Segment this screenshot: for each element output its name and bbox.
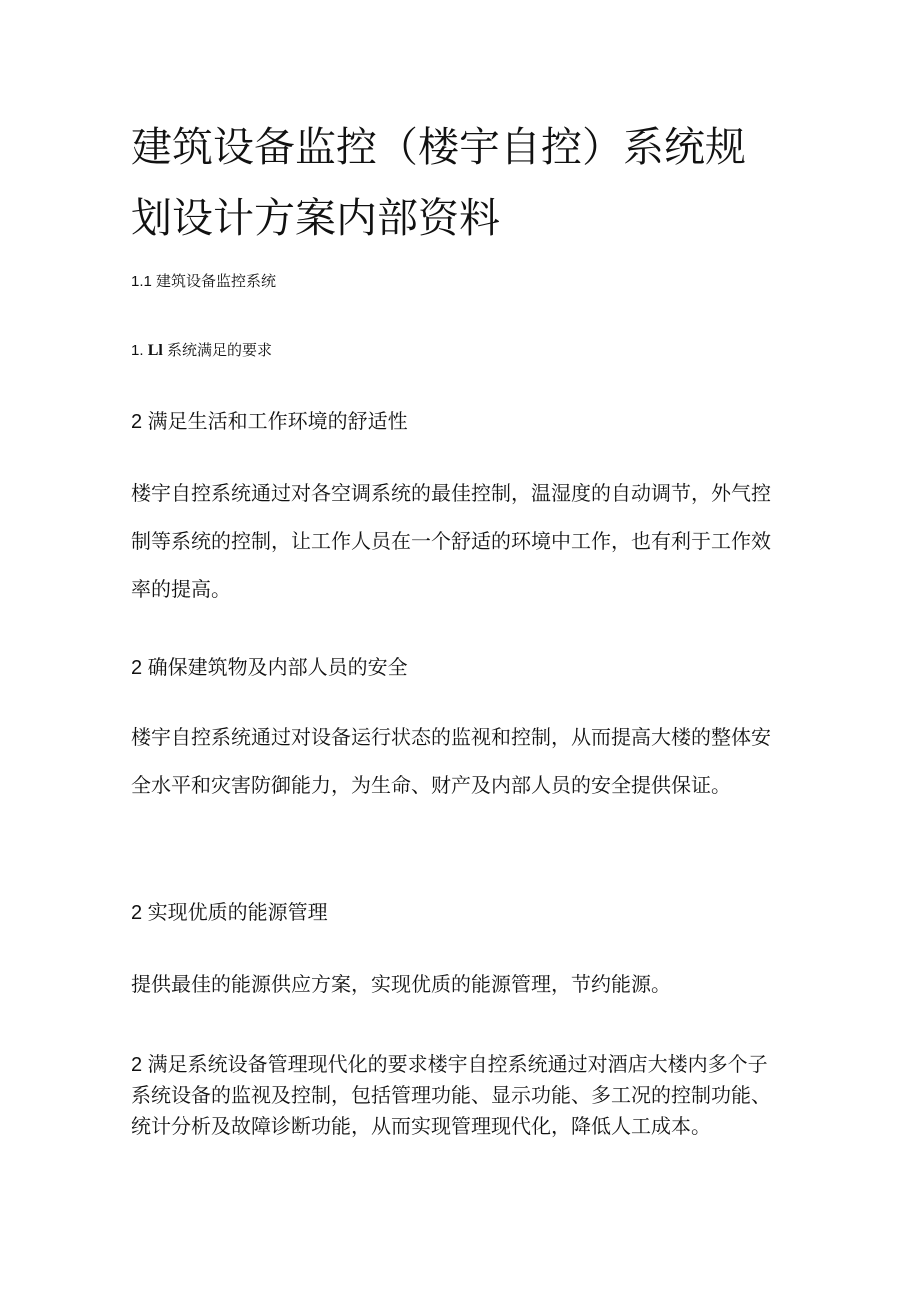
item-body-energy: 提供最佳的能源供应方案，实现优质的能源管理，节约能源。 xyxy=(131,974,671,996)
subsection-heading xyxy=(131,341,272,361)
item-body-safety: 楼宇自控系统通过对设备运行状态的监视和控制，从而提高大楼的整体安全水平和灾害防御能力，为生命、财产及内部人员的安全提供保证。 xyxy=(131,727,771,797)
subsection-prefix: 1. xyxy=(131,342,148,359)
document-title xyxy=(131,112,791,254)
title-line-2: 划设计方案内部资料 xyxy=(131,194,500,242)
title-line-1: 建筑设备监控（楼宇自控）系统规 xyxy=(131,123,746,171)
item-heading-comfort: 2 满足生活和工作环境的舒适性 xyxy=(131,411,408,433)
subsection-text: 系统满足的要求 xyxy=(162,342,272,359)
item-heading-safety: 2 确保建筑物及内部人员的安全 xyxy=(131,657,408,679)
item-heading-energy: 2 实现优质的能源管理 xyxy=(131,902,328,924)
final-paragraph: 2 满足系统设备管理现代化的要求楼宇自控系统通过对酒店大楼内多个子系统设备的监视及控制，包括管理功能、显示功能、多工况的控制功能、统计分析及故障诊断功能，从而实现管理现代化，降低人工成本。 xyxy=(131,1054,771,1138)
item-body-comfort: 楼宇自控系统通过对各空调系统的最佳控制，温湿度的自动调节，外气控制等系统的控制，让工作人员在一个舒适的环境中工作，也有利于工作效率的提高。 xyxy=(131,483,771,601)
section-heading: 1.1 建筑设备监控系统 xyxy=(131,273,277,290)
subsection-bold-label: Ll xyxy=(147,342,163,359)
